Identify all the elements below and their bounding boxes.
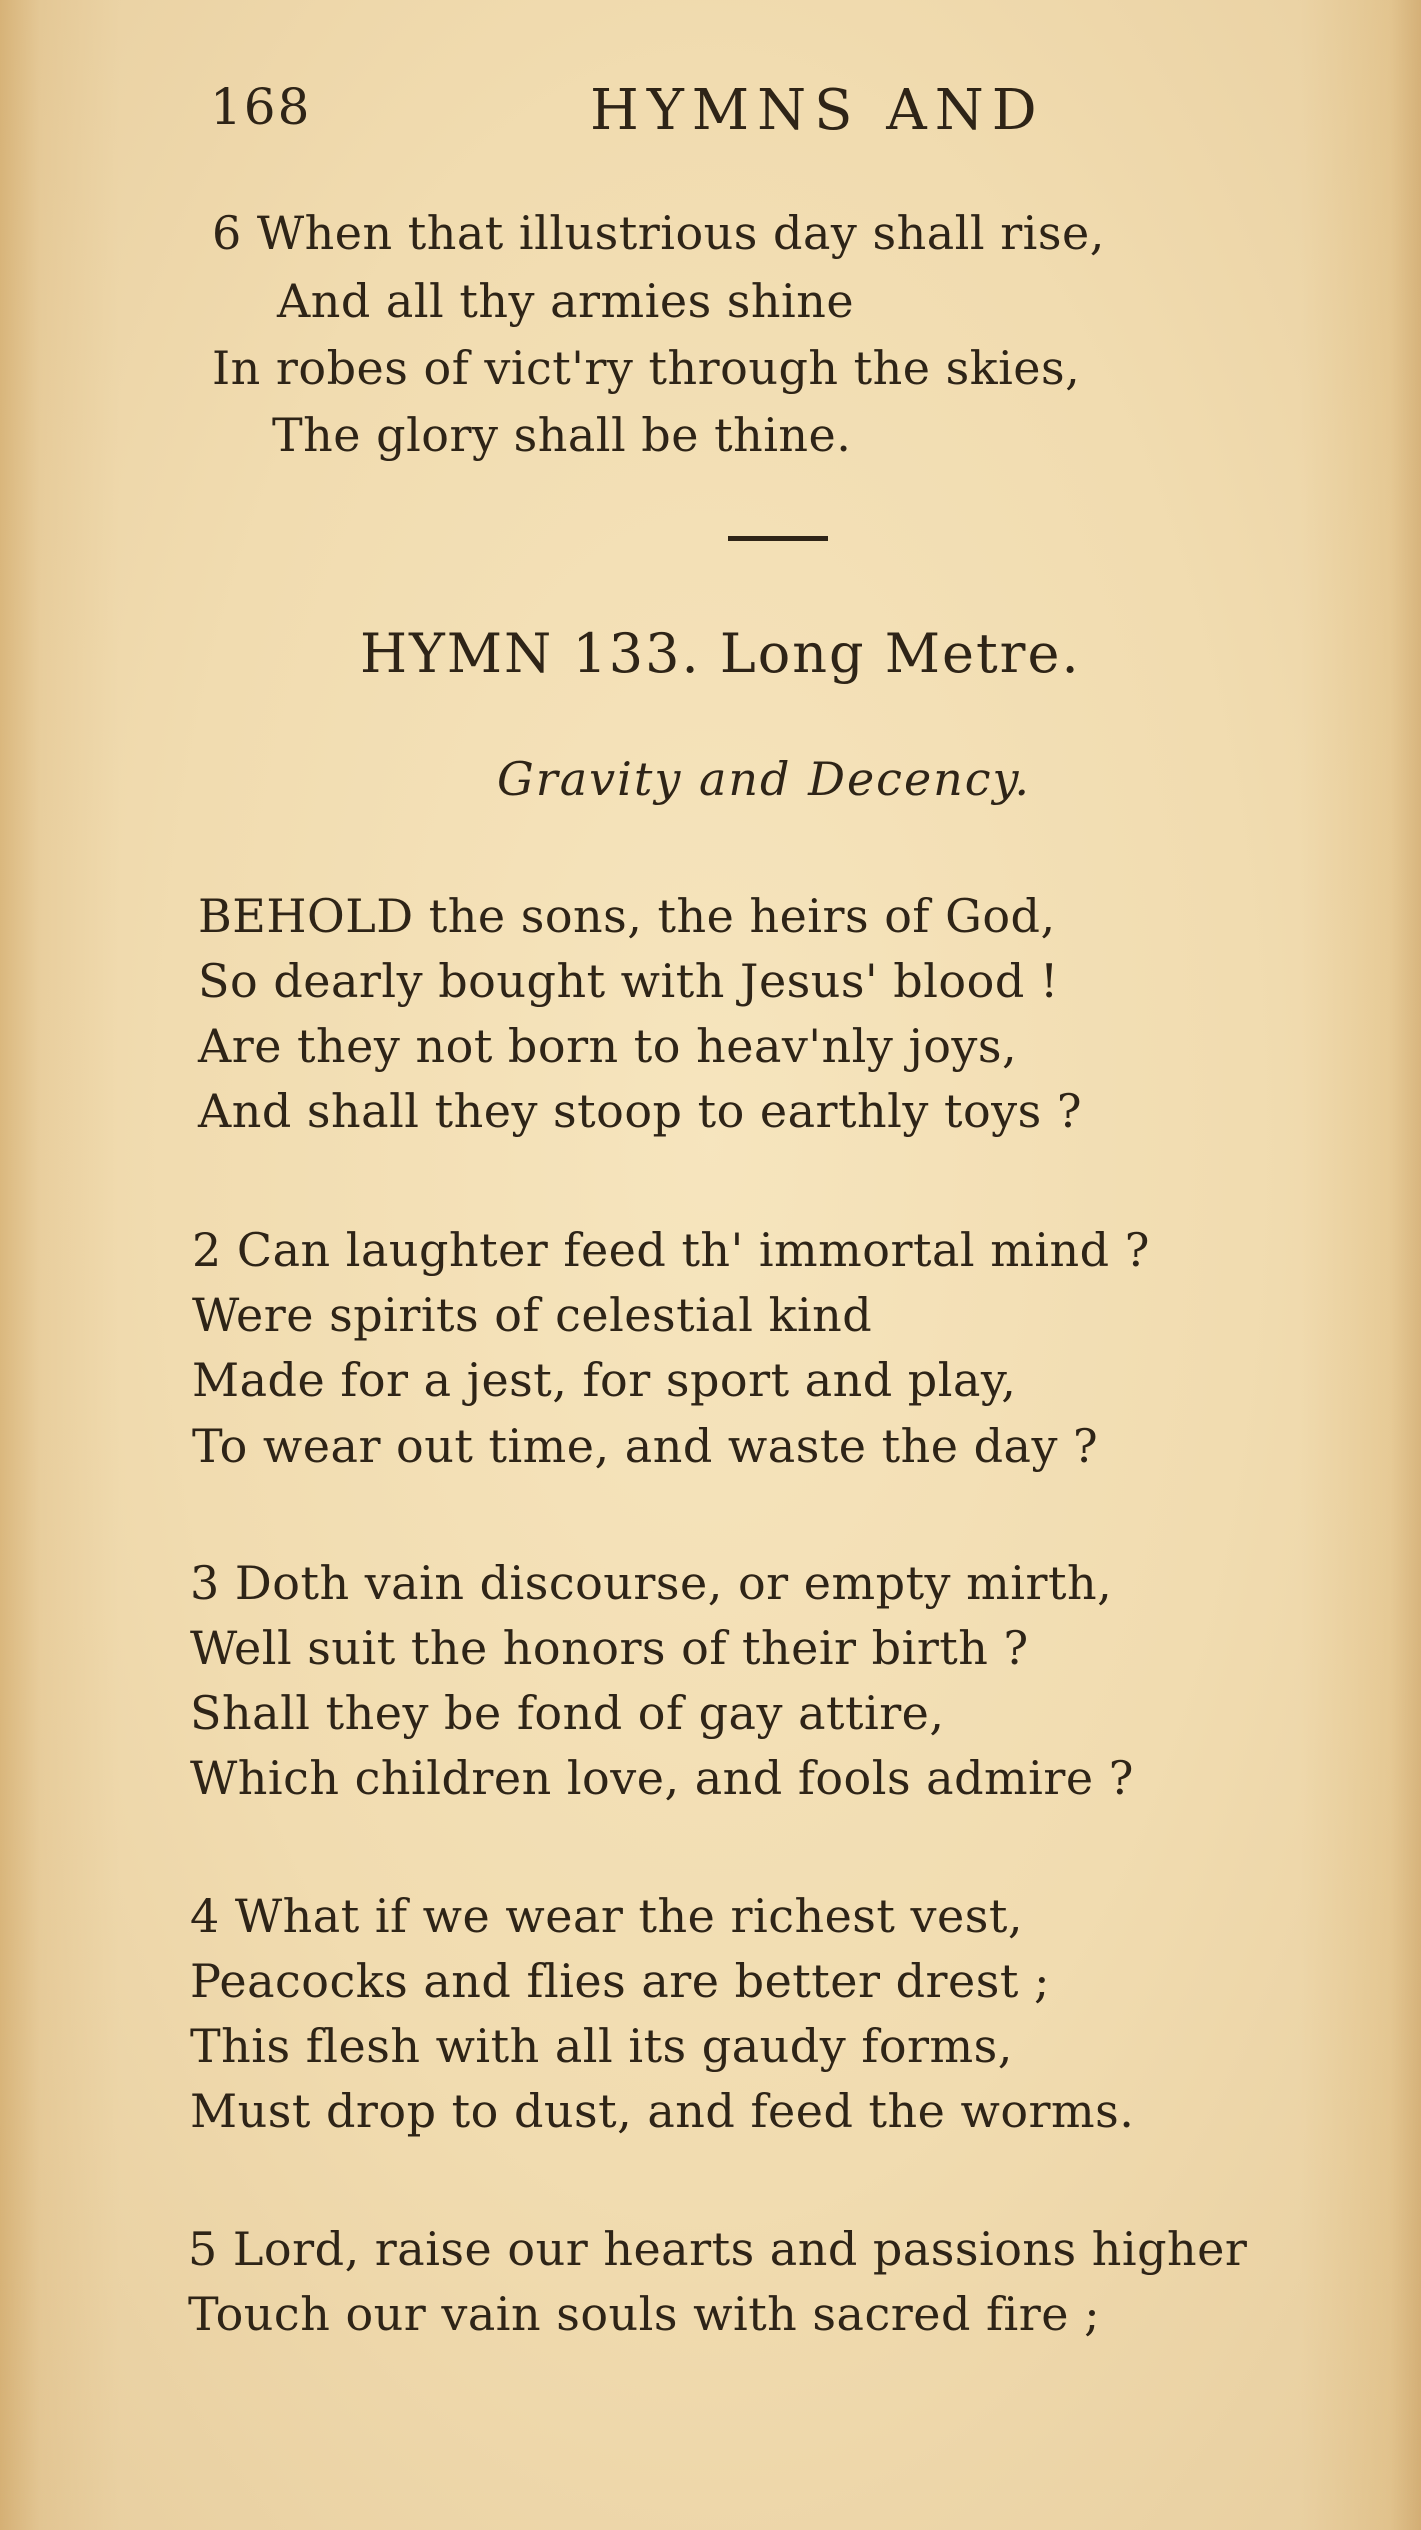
top-stanza-line: And all thy armies shine [277,274,855,328]
verse-line: Must drop to dust, and feed the worms. [190,2084,1135,2138]
verse-line: Well suit the honors of their birth ? [190,1621,1029,1675]
verse-line: Shall they be fond of gay attire, [190,1686,945,1740]
section-divider [728,536,828,541]
verse-line: Which children love, and fools admire ? [190,1751,1134,1805]
verse-line: 2 Can laughter feed th' immortal mind ? [192,1223,1150,1277]
hymn-title: HYMN 133. Long Metre. [360,622,1081,685]
page-header [210,78,1060,148]
verse-line: BEHOLD the sons, the heirs of God, [198,889,1056,943]
hymn-subtitle: Gravity and Decency. [497,752,1032,806]
top-stanza-line: 6 When that illustrious day shall rise, [212,206,1105,260]
verse-line: Peacocks and flies are better drest ; [190,1954,1050,2008]
verse-line: 5 Lord, raise our hearts and passions higher [188,2222,1248,2276]
verse-line: Are they not born to heav'nly joys, [198,1019,1018,1073]
verse-line: Were spirits of celestial kind [192,1288,873,1342]
running-head: HYMNS AND [590,78,1045,143]
verse-line: And shall they stoop to earthly toys ? [198,1084,1083,1138]
verse-line: This flesh with all its gaudy forms, [190,2019,1013,2073]
page-number: 168 [210,78,312,136]
verse-line: 3 Doth vain discourse, or empty mirth, [190,1556,1113,1610]
top-stanza-line: The glory shall be thine. [272,408,852,462]
top-stanza-line: In robes of vict'ry through the skies, [212,341,1081,395]
verse-line: To wear out time, and waste the day ? [192,1419,1099,1473]
verse-line: Touch our vain souls with sacred fire ; [188,2287,1101,2341]
verse-line: 4 What if we wear the richest vest, [190,1889,1023,1943]
verse-line: Made for a jest, for sport and play, [192,1353,1017,1407]
verse-line: So dearly bought with Jesus' blood ! [198,954,1059,1008]
